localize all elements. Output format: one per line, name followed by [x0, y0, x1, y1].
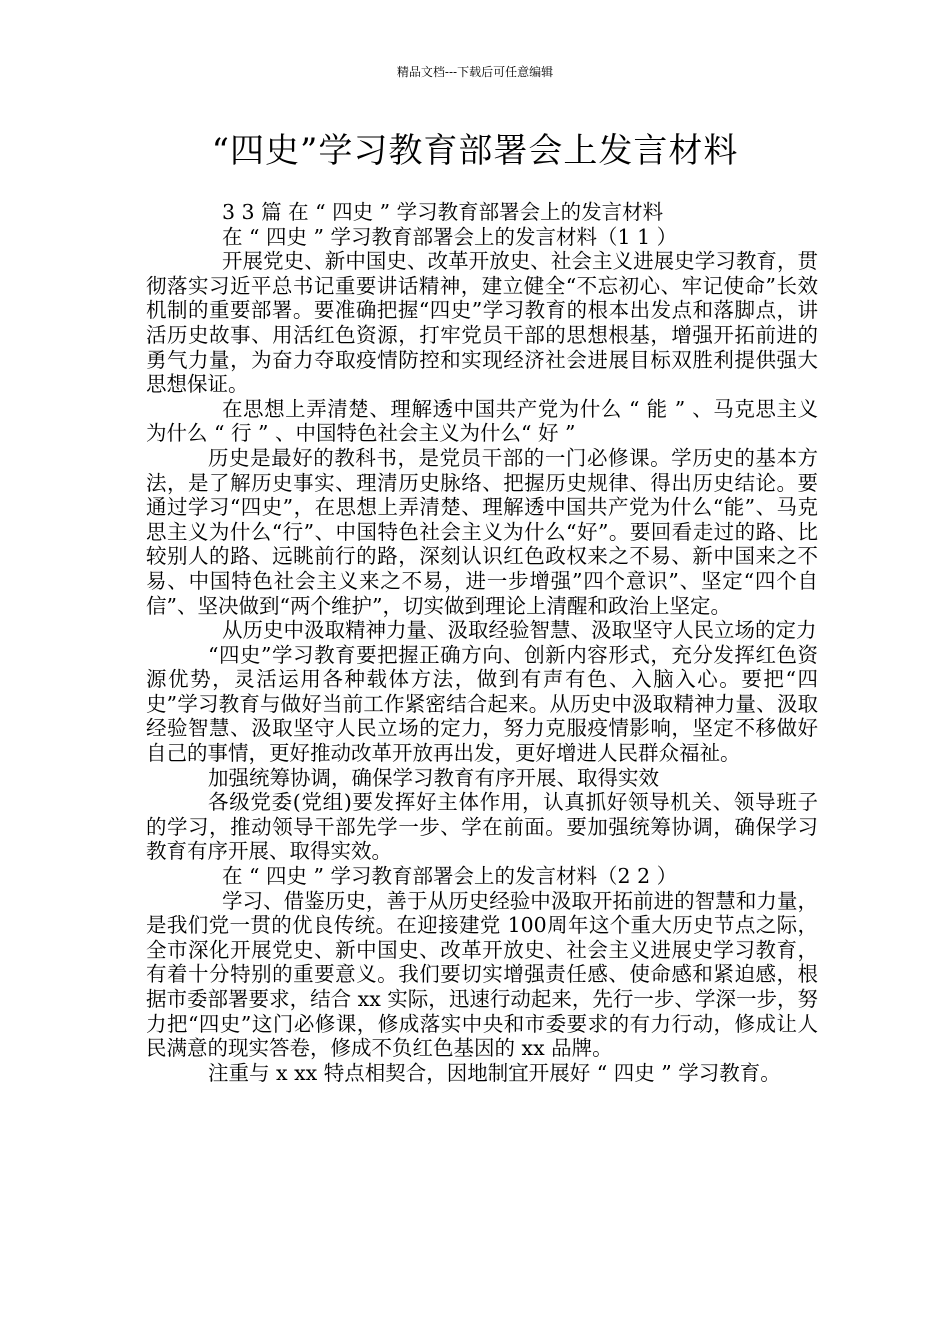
paragraph: 开展党史、新中国史、改革开放史、社会主义进展史学习教育，贯彻落实习近平总书记重要讲话精神，建立健全“不忘初心、牢记使命”长效机制的重要部署。要准确把握“四史”学习教育的根本出发点和落脚点，讲活历史故事、用活红色资源，打牢党员干部的思想根基，增强开拓前进的勇气力量，为奋力夺取疫情防控和实现经济社会进展目标双胜利提供强大思想保证。: [146, 249, 818, 397]
paragraph: “四史”学习教育要把握正确方向、创新内容形式，充分发挥红色资源优势，灵活运用各种载体方法，做到有声有色、入脑入心。要把“四史”学习教育与做好当前工作紧密结合起来。从历史中汲取精神力量、汲取经验智慧、汲取坚守人民立场的定力，努力克服疫情影响，坚定不移做好自己的事情，更好推动改革开放再出发，更好增进人民群众福祉。: [146, 642, 818, 766]
paragraph-heading-2: 在 “ 四史 ” 学习教育部署会上的发言材料（2 2 ）: [222, 864, 678, 889]
paragraph: 学习、借鉴历史，善于从历史经验中汲取开拓前进的智慧和力量，是我们党一贯的优良传统。在迎接建党 100周年这个重大历史节点之际，全市深化开展党史、新中国史、改革开放史、社会主义进展史学习教育，有着十分特别的重要意义。我们要切实增强责任感、使命感和紧迫感，根据市委部署要求，结合 xx 实际，迅速行动起来，先行一步、学深一步，努力把“四史”这门必修课，修成落实中央和市委要求的有力行动，修成让人民满意的现实答卷，修成不负红色基因的 xx 品牌。: [146, 888, 818, 1061]
paragraph-heading-1: 在 “ 四史 ” 学习教育部署会上的发言材料（1 1 ）: [222, 224, 678, 249]
document-title: “四史”学习教育部署会上发言材料: [211, 131, 739, 171]
paragraph: 历史是最好的教科书，是党员干部的一门必修课。学历史的基本方法，是了解历史事实、理清历史脉络、把握历史规律、得出历史结论。要通过学习“四史”，在思想上弄清楚、理解透中国共产党为什么“能”、马克思主义为什么“行”、中国特色社会主义为什么“好”。要回看走过的路、比较别人的路、远眺前行的路，深刻认识红色政权来之不易、新中国来之不易、中国特色社会主义来之不易，进一步增强”四个意识”、坚定“四个自信”、坚决做到“两个维护”，切实做到理论上清醒和政治上坚定。: [146, 445, 818, 618]
paragraph-section-heading: 在思想上弄清楚、理解透中国共产党为什么 “ 能 ” 、马克思主义为什么 “ 行 ” 、中国特色社会主义为什么“ 好 ”: [146, 396, 818, 446]
paragraph-subtitle: 3 3 篇 在 “ 四史 ” 学习教育部署会上的发言材料: [222, 200, 664, 224]
paragraph-section-heading: 从历史中汲取精神力量、汲取经验智慧、汲取坚守人民立场的定力: [222, 618, 817, 643]
document-body: [146, 200, 818, 1085]
paragraph-section-heading: 加强统筹协调，确保学习教育有序开展、取得实效: [208, 765, 659, 790]
paragraph: 各级党委(党组)要发挥好主体作用，认真抓好领导机关、领导班子的学习，推动领导干部先学一步、学在前面。要加强统筹协调，确保学习教育有序开展、取得实效。: [146, 790, 818, 864]
page-header: 精品文档---下载后可任意编辑: [396, 65, 554, 79]
paragraph-section-heading: 注重与 x xx 特点相契合，因地制宜开展好 “ 四史 ” 学习教育。: [208, 1060, 781, 1085]
